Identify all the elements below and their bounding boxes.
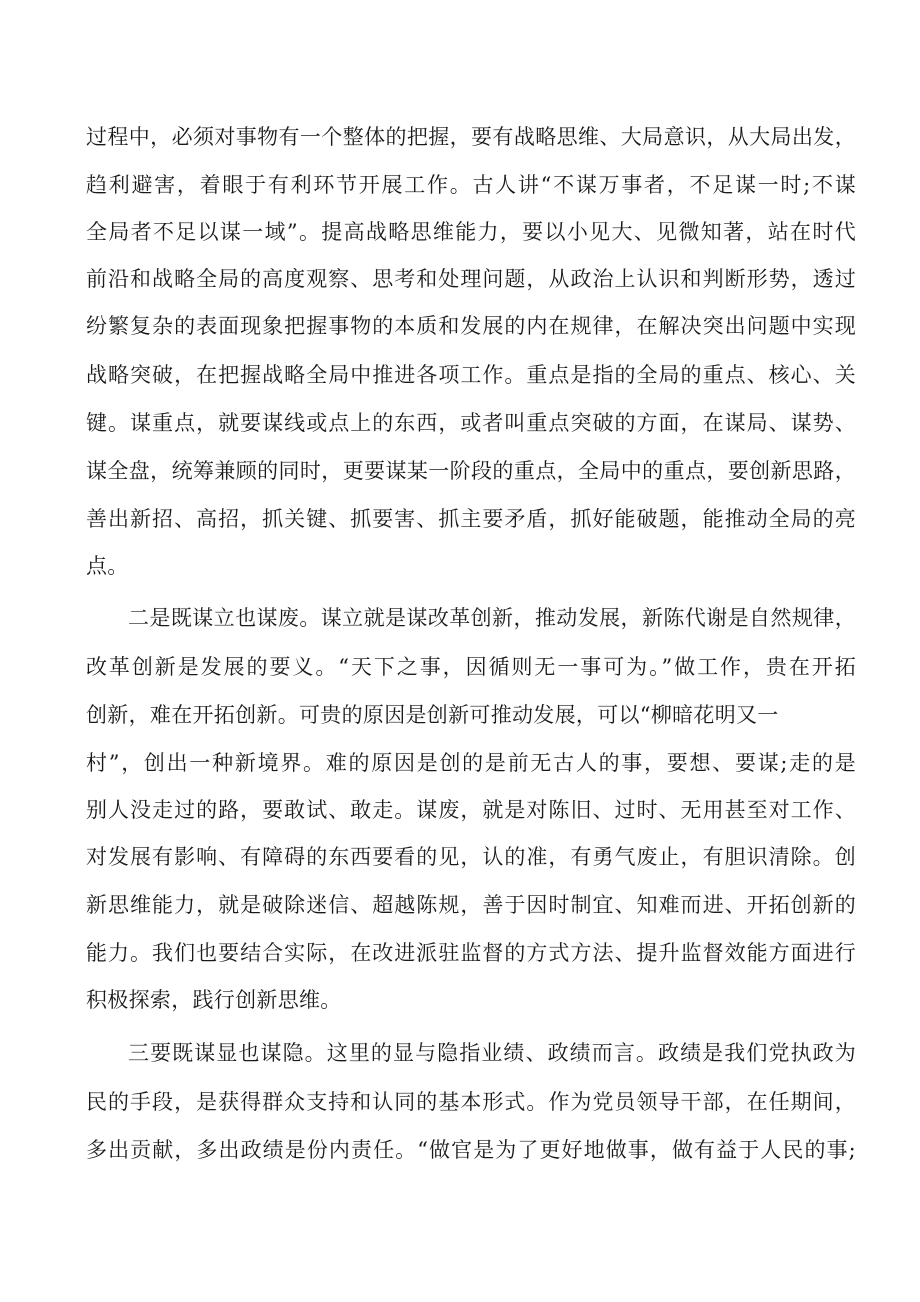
text-line: 村”，创出一种新境界。难的原因是创的是前无古人的事，要想、要谋;走的是 xyxy=(86,751,856,775)
text-line: 创新，难在开拓创新。可贵的原因是创新可推动发展，可以“柳暗花明又一 xyxy=(86,703,779,727)
text-line: 对发展有影响、有障碍的东西要看的见，认的准，有勇气废止，有胆识清除。创 xyxy=(86,845,856,869)
text-line: 前沿和战略全局的高度观察、思考和处理问题，从政治上认识和判断形势，透过 xyxy=(86,267,856,291)
text-line: 多出贡献，多出政绩是份内责任。“做官是为了更好地做事，做有益于人民的事; xyxy=(86,1138,856,1162)
text-line: 纷繁复杂的表面现象把握事物的本质和发展的内在规律，在解决突出问题中实现 xyxy=(86,314,856,338)
text-line: 键。谋重点，就要谋线或点上的东西，或者叫重点突破的方面，在谋局、谋势、 xyxy=(86,411,856,435)
text-line: 民的手段，是获得群众支持和认同的基本形式。作为党员领导干部，在任期间， xyxy=(86,1090,856,1114)
text-line: 改革创新是发展的要义。“天下之事，因循则无一事可为。”做工作，贵在开拓 xyxy=(86,655,856,679)
text-line: 二是既谋立也谋废。谋立就是谋改革创新，推动发展，新陈代谢是自然规律， xyxy=(128,606,856,630)
text-line: 点。 xyxy=(86,554,129,578)
text-line: 谋全盘，统筹兼顾的同时，更要谋某一阶段的重点，全局中的重点，要创新思路， xyxy=(86,459,856,483)
text-line: 过程中，必须对事物有一个整体的把握，要有战略思维、大局意识，从大局出发， xyxy=(86,125,856,149)
text-line: 善出新招、高招，抓关键、抓要害、抓主要矛盾，抓好能破题，能推动全局的亮 xyxy=(86,507,856,531)
text-line: 新思维能力，就是破除迷信、超越陈规，善于因时制宜、知难而进、开拓创新的 xyxy=(86,893,856,917)
text-line: 战略突破，在把握战略全局中推进各项工作。重点是指的全局的重点、核心、关 xyxy=(86,363,856,387)
text-line: 趋利避害，着眼于有利环节开展工作。古人讲“不谋万事者，不足谋一时;不谋 xyxy=(86,173,856,197)
text-line: 全局者不足以谋一域”。提高战略思维能力，要以小见大、见微知著，站在时代 xyxy=(86,220,856,244)
text-line: 别人没走过的路，要敢试、敢走。谋废，就是对陈旧、过时、无用甚至对工作、 xyxy=(86,798,856,822)
text-line: 能力。我们也要结合实际，在改进派驻监督的方式方法、提升监督效能方面进行 xyxy=(86,941,856,965)
text-line: 积极探索，践行创新思维。 xyxy=(86,988,342,1012)
text-line: 三要既谋显也谋隐。这里的显与隐指业绩、政绩而言。政绩是我们党执政为 xyxy=(128,1041,856,1065)
